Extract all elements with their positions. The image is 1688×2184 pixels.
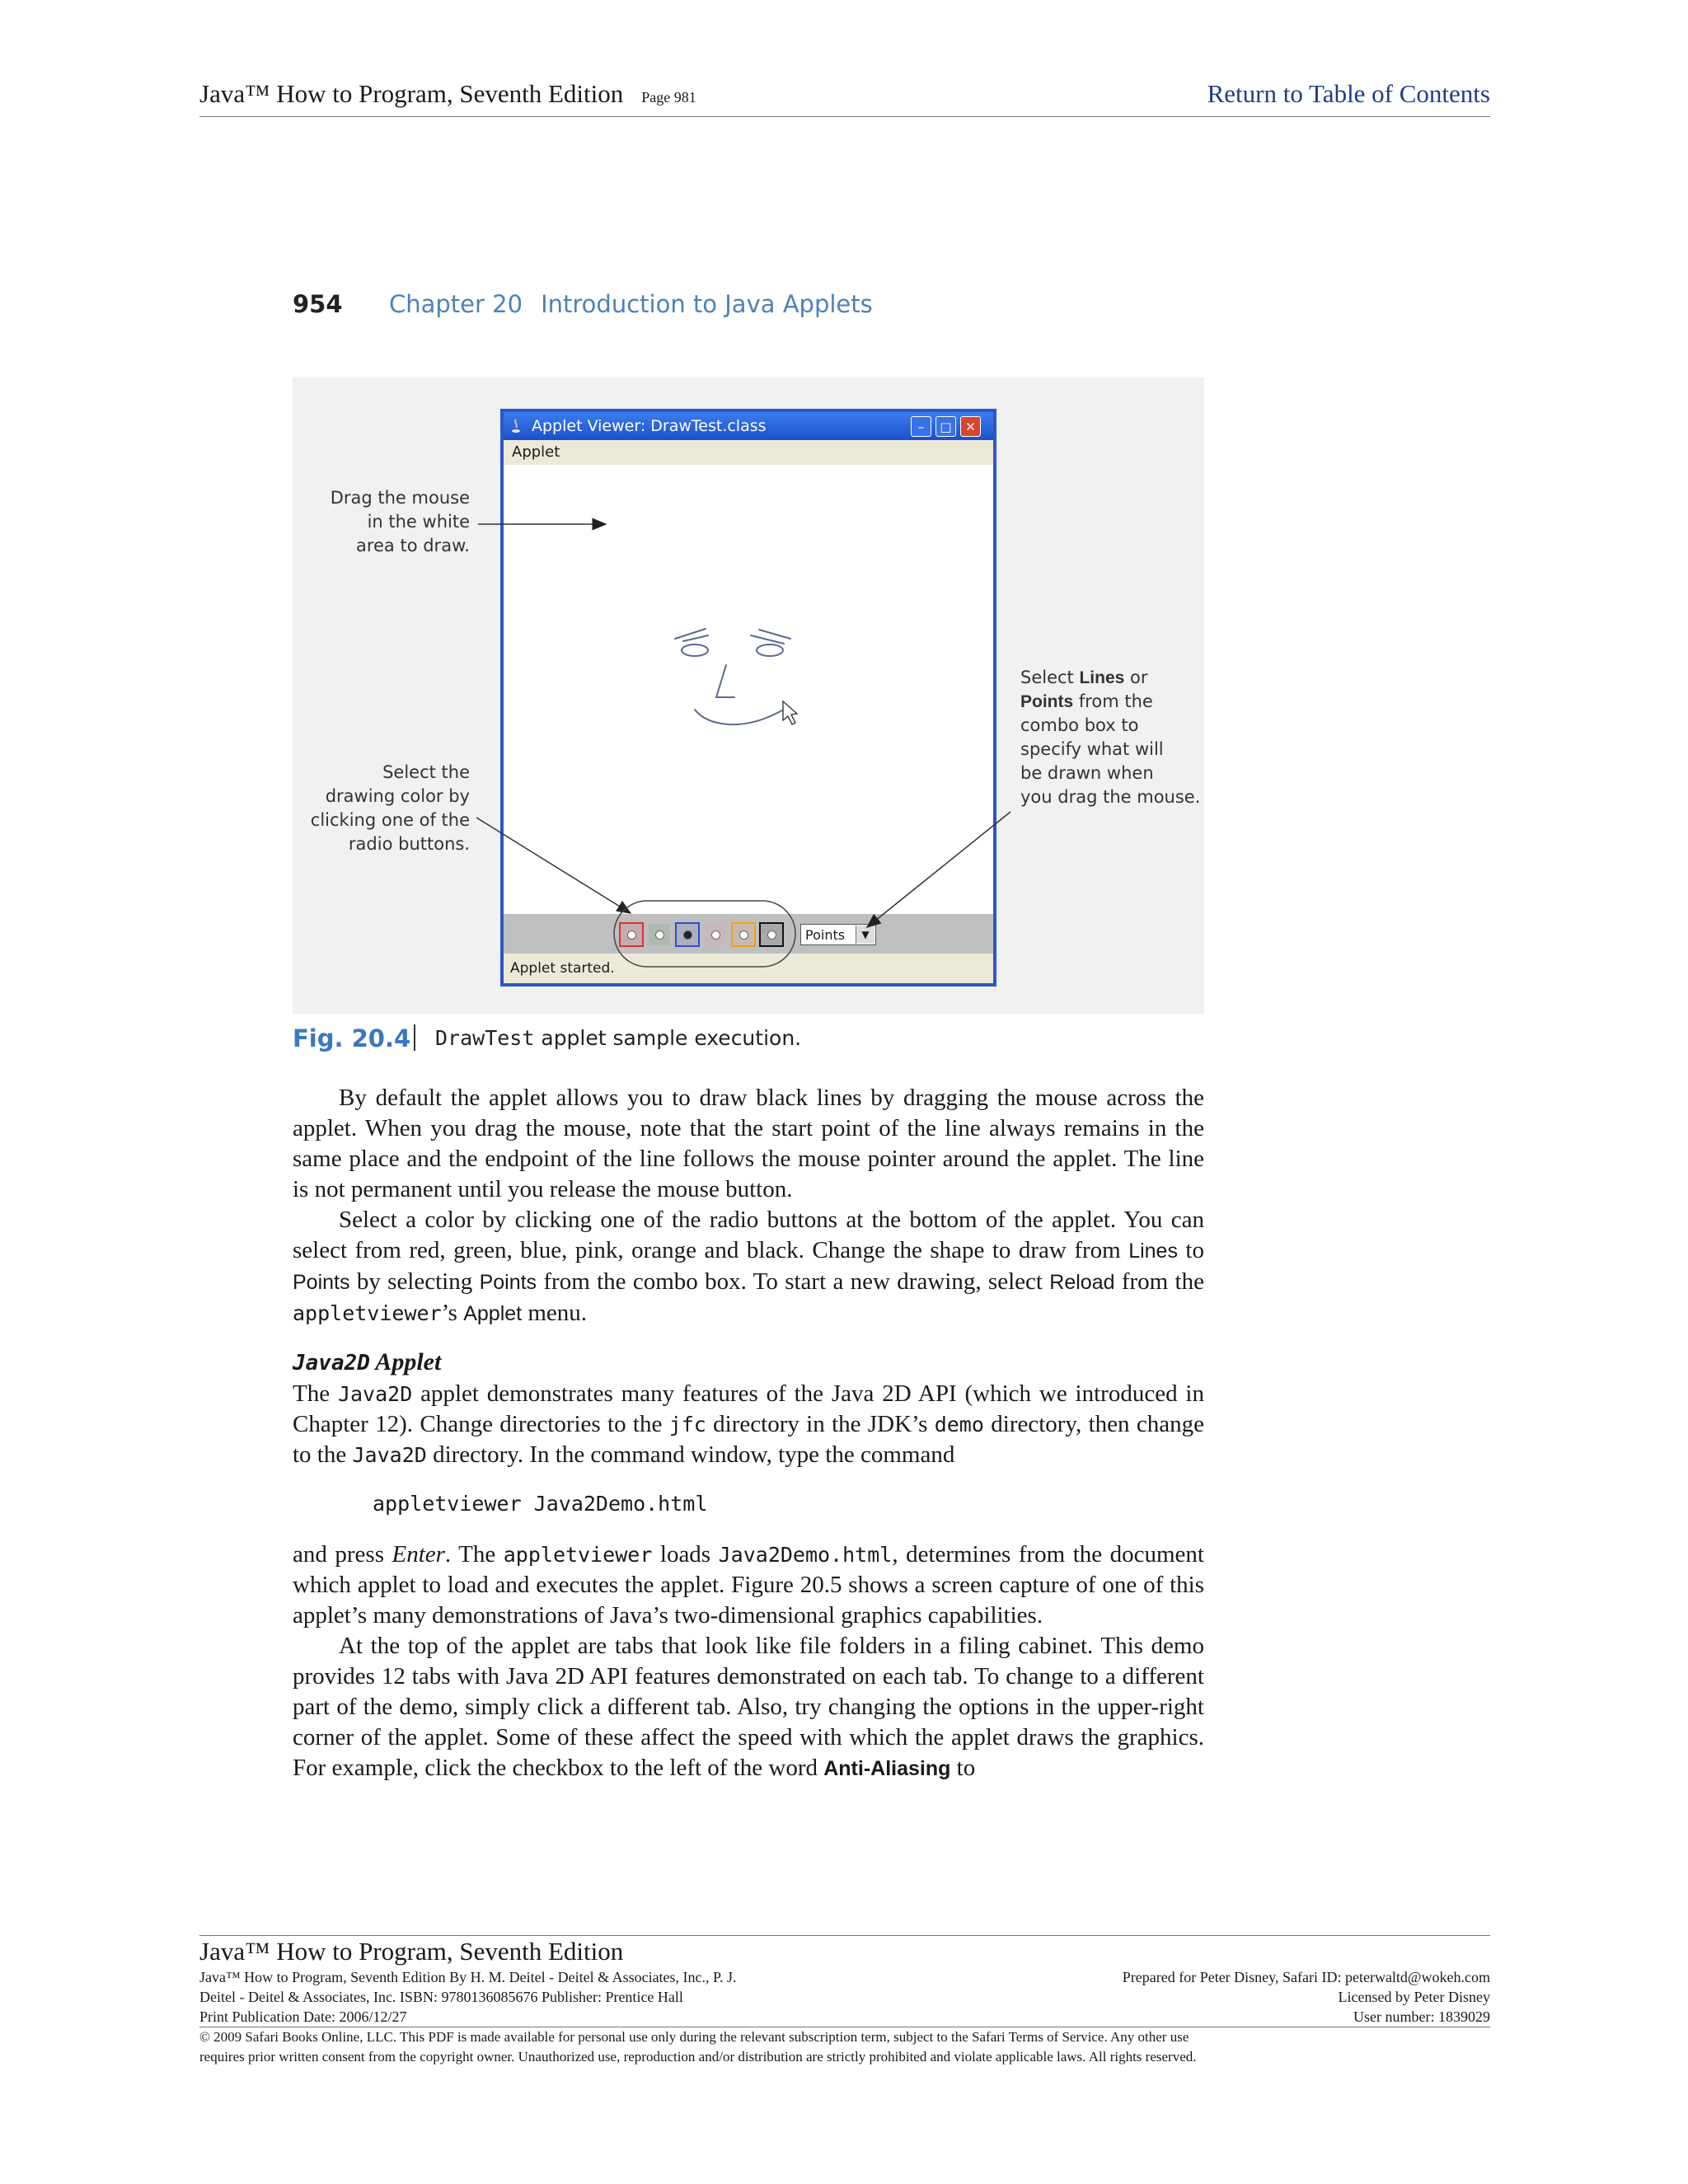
callout-combo-line: you drag the mouse. [1020,787,1201,807]
status-text: Applet started. [510,960,615,977]
paragraph-4 [293,1540,1204,1631]
text: loads [652,1541,719,1568]
callout-points: Points [1020,692,1074,711]
text: directory, then change to the [293,1411,1205,1468]
callout-color-line: clicking one of the [310,810,470,830]
text: from the [1114,1268,1204,1295]
ui-reload: Reload [1049,1271,1115,1294]
ui-points: Points [479,1271,537,1294]
text: to [950,1755,976,1781]
text: The [293,1380,338,1407]
close-button[interactable]: ✕ [960,416,981,437]
footer-line: Prepared for Peter Disney, Safari ID: peterwaltd@wokeh.com [1122,1969,1490,1985]
page-label: Page 981 [641,89,696,105]
text: applet demonstrates many features of the Java 2D API (which we introduced in Chapter 12). Change directories to the [293,1380,1204,1437]
section-heading [293,1348,441,1376]
footer-left [199,1967,737,2027]
footer-line: Licensed by Peter Disney [1338,1989,1490,2005]
chevron-down-icon[interactable]: ▼ [856,926,874,944]
callout-draw-line: area to draw. [355,536,470,555]
command-line: appletviewer Java2Demo.html [373,1492,708,1516]
callout-combo-line: be drawn when [1020,763,1154,783]
text: by selecting [349,1268,480,1295]
footer-title: Java™ How to Program, Seventh Edition [199,1937,624,1966]
paragraph-1: By default the applet allows you to draw black lines by dragging the mouse across the applet. When you drag the mouse, note that the start point of the line always remains in the same place and the endpoint of the line follows the mouse pointer around the applet. The line is not permanent until you release the mouse button. [293,1085,1204,1202]
text: . The [444,1541,504,1568]
ui-anti-aliasing: Anti-Aliasing [823,1757,951,1780]
section-code: Java2D [293,1351,370,1376]
figure-caption [435,1026,801,1050]
callout-lines: Lines [1079,668,1125,687]
running-page-number: 954 [293,290,343,318]
text: to [1177,1237,1204,1263]
text: , determines from the document which applet to load and executes the applet. Figure 20.5 shows a screen capture of one of this applet’s many demonstrations of Java’s two-dimensional graphics capabilities. [293,1541,1204,1629]
book-title: Java™ How to Program, Seventh Edition [199,79,624,108]
menu-applet[interactable]: Applet [512,443,560,461]
footer-line: User number: 1839029 [1353,2008,1490,2025]
caption-text: applet sample execution. [534,1026,802,1050]
copyright-line: requires prior written consent from the copyright owner. Unauthorized use, reproduction and/or distribution are strictly prohibited and violate applicable laws. All rights reserved. [199,2049,1197,2064]
ui-lines: Lines [1128,1240,1178,1263]
callout-draw-line: in the white [367,512,470,532]
return-to-toc-link[interactable]: Return to Table of Contents [1207,79,1490,108]
paragraph-2 [293,1205,1204,1329]
chapter-number: Chapter 20 [389,290,523,318]
footer-line: Java™ How to Program, Seventh Edition By H. M. Deitel - Deitel & Associates, Inc., P. J. [199,1969,737,1985]
code-jfc: jfc [668,1413,706,1436]
minimize-button[interactable]: – [911,416,931,437]
figure-caption-label: Fig. 20.4 [293,1024,411,1052]
caption-divider [414,1024,415,1051]
text: directory in the JDK’s [706,1411,935,1437]
callout-color-line: Select the [382,762,470,782]
ui-applet: Applet [463,1302,523,1325]
callout-draw-line: Drag the mouse [330,488,470,508]
copyright-line: © 2009 Safari Books Online, LLC. This PDF is made available for personal use only during the relevant subscription term, subject to the Safari Terms of Service. Any other use [199,2029,1189,2045]
caption-code: DrawTest [435,1026,535,1050]
callout-color-line: drawing color by [325,786,470,806]
footer-right [1123,1967,1490,2027]
callout-text: Select [1020,668,1080,687]
callout-combo-line: combo box to [1020,715,1139,735]
text: directory. In the command window, type the command [426,1441,955,1468]
maximize-button[interactable]: □ [935,416,956,437]
arrow-to-combo [867,812,1010,927]
text: menu. [522,1300,588,1326]
radio-highlight-oval [614,901,795,967]
paragraph-3 [293,1379,1204,1470]
paragraph-5 [293,1631,1204,1784]
footer-divider [199,1935,1490,1936]
text: and press [293,1541,392,1568]
footer-line: Print Publication Date: 2006/12/27 [199,2008,407,2025]
combo-value: Points [805,927,846,943]
code-java2d: Java2D [337,1382,413,1406]
code-java2d: Java2D [352,1443,427,1467]
arrow-to-radio [476,818,631,913]
code-appletviewer: appletviewer [503,1543,653,1567]
text: ’s [441,1300,464,1326]
text: At the top of the applet are tabs that look like file folders in a filing cabinet. This demo provides 12 tabs with Java 2D API features demonstrated on each tab. To change to a different part of the demo, simply click a different tab. Also, try changing the options in the upper-right corner of the applet. Some of these affect the speed with which the applet draws the graphics. For example, click the checkbox to the left of the word [293,1633,1204,1781]
key-enter: Enter [392,1541,445,1568]
footer-line: Deitel - Deitel & Associates, Inc. ISBN: 9780136085676 Publisher: Prentice Hall [199,1989,683,2005]
code-demo: demo [934,1413,984,1436]
ui-points: Points [293,1271,350,1294]
callout-combo-line: specify what will [1020,739,1164,759]
chapter-title: Introduction to Java Applets [541,290,873,318]
code-html: Java2Demo.html [718,1543,893,1567]
text: Select a color by clicking one of the radio buttons at the bottom of the applet. You can select from red, green, blue, pink, orange and black. Change the shape to draw from [293,1207,1204,1263]
window-title: Applet Viewer: DrawTest.class [532,417,767,435]
callout-text: or [1124,668,1148,687]
callout-overlay [0,0,1688,1071]
callout-color-line: radio buttons. [348,834,470,854]
text: from the combo box. To start a new drawing, select [537,1268,1050,1295]
section-text: Applet [369,1348,442,1376]
footer-copyright [199,2027,1490,2067]
callout-text: from the [1073,691,1153,711]
code-appletviewer: appletviewer [293,1301,442,1325]
